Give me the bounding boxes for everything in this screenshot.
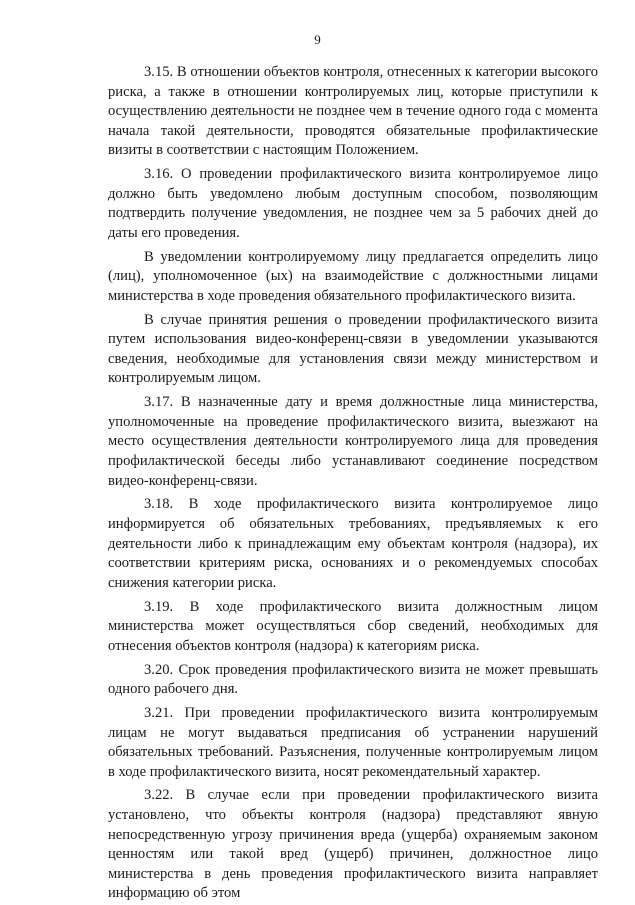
paragraph-3-16: 3.16. О проведении профилактического визита контролируемое лицо должно быть уведомлено любым доступным способом, позволяющим подтвердить получение уведомления, не позднее чем за 5 рабочих дней до даты его проведения. xyxy=(108,166,598,241)
paragraph-3-19: 3.19. В ходе профилактического визита должностным лицом министерства может осуществляться сбор сведений, необходимых для отнесения объектов контроля (надзора) к категориям риска. xyxy=(108,598,598,654)
paragraph-video-conference: В случае принятия решения о проведении профилактического визита путем использования видео-конференц-связи в уведомлении указываются сведения, необходимые для установления связи между министерством и контролируемым лицом. xyxy=(108,311,598,387)
paragraph-3-18: 3.18. В ходе профилактического визита контролируемое лицо информируется об обязательных требованиях, предъявляемых к его деятельности либо к принадлежащим ему объектам контроля (надзора), их соответствии критериям риска, основаниях и о рекомендуемых способах снижения категории риска. xyxy=(108,496,598,591)
paragraph-3-15: 3.15. В отношении объектов контроля, отнесенных к категории высокого риска, а также в отношении контролируемых лиц, которые приступили к осуществлению деятельности не позднее чем в течение одного года с момента начала такой деятельности, проводятся обязательные профилактические визиты в соответствии с настоящим Положением. xyxy=(108,64,598,159)
paragraph-3-17: 3.17. В назначенные дату и время должностные лица министерства, уполномоченные на проведение профилактического визита, выезжают на место осуществления деятельности контролируемого лица для проведения профилактической беседы либо устанавливают соединение посредством видео-конференц-связи. xyxy=(108,394,598,489)
page-number: 9 xyxy=(314,32,321,47)
paragraph-3-22: 3.22. В случае если при проведении профилактического визита установлено, что объекты контроля (надзора) представляют явную непосредственную угрозу причинения вреда (ущерба) охраняемым законом ценностям или такой вред (ущерб) причинен, должностное лицо министерства в день проведения профилактического визита направляет информацию об этом xyxy=(108,787,598,902)
paragraph-3-20: 3.20. Срок проведения профилактического визита не может превышать одного рабочего дня. xyxy=(108,661,598,698)
document-body xyxy=(108,63,598,904)
paragraph-3-21: 3.21. При проведении профилактического визита контролируемым лицам не могут выдаваться предписания об устранении нарушений обязательных требований. Разъяснения, полученные контролируемым лицом в ходе профилактического визита, носят рекомендательный характер. xyxy=(108,704,598,780)
paragraph-notice-contact: В уведомлении контролируемому лицу предлагается определить лицо (лиц), уполномоченное (ых) на взаимодействие с должностными лицами министерства в ходе проведения обязательного профилактического визита. xyxy=(108,248,598,304)
